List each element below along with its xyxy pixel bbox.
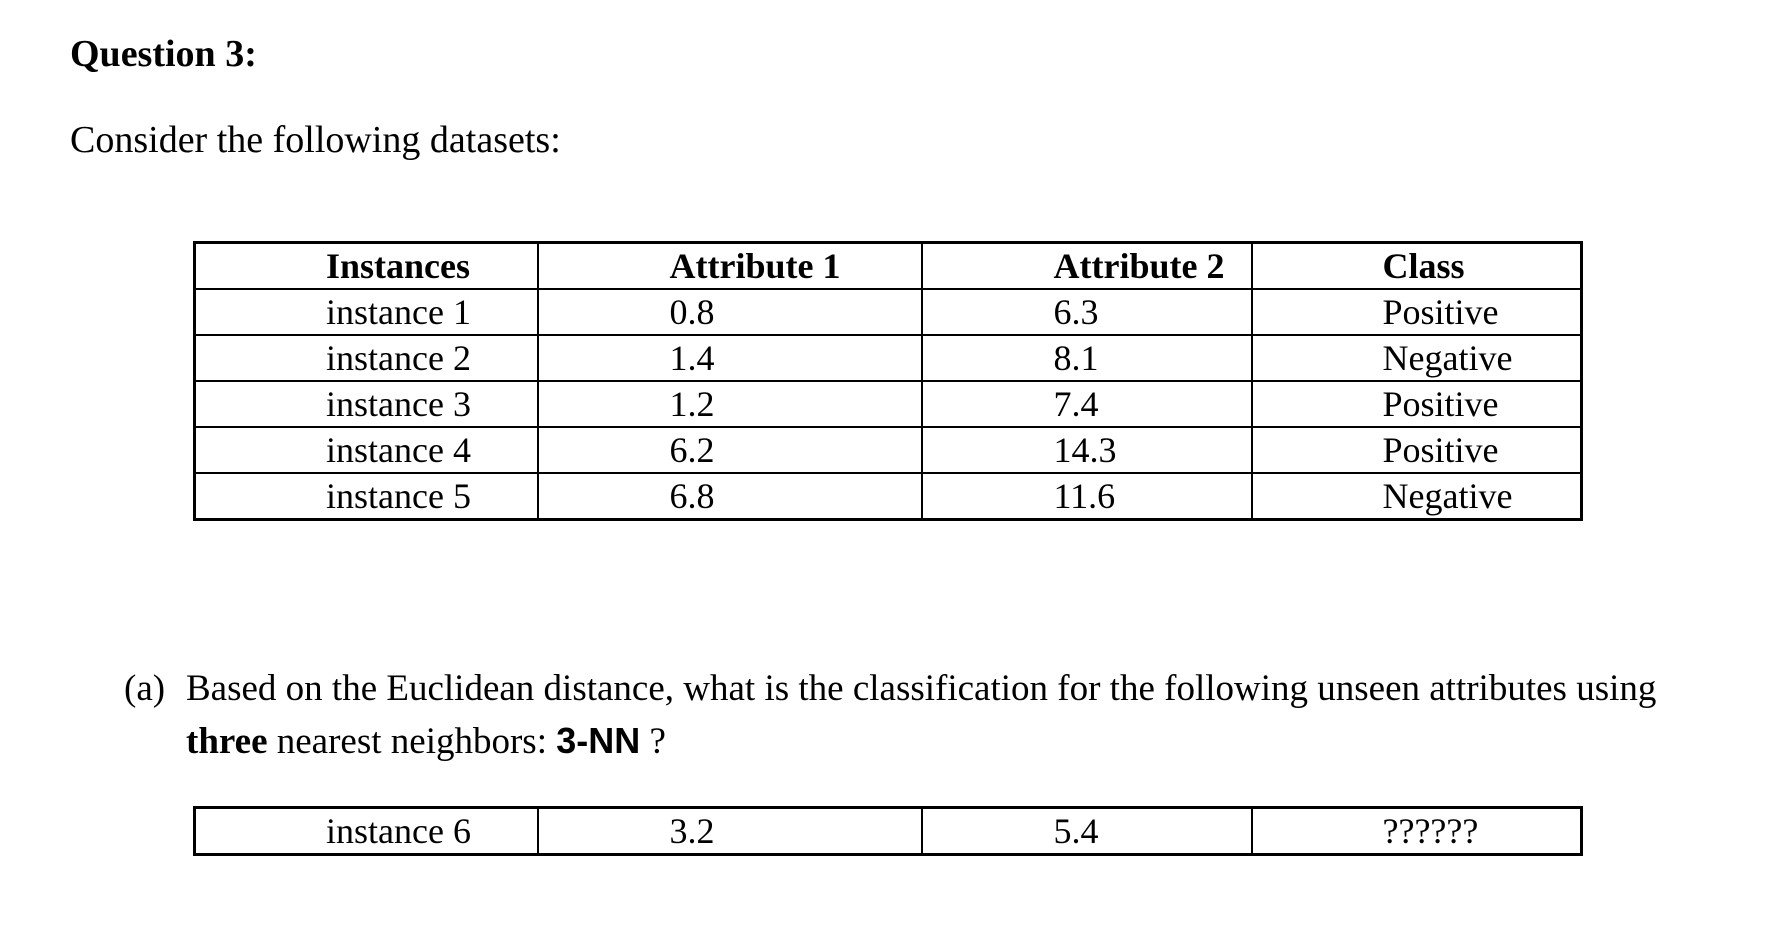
query-cell-class: ?????? [1252,808,1582,855]
header-attribute-1: Attribute 1 [538,243,922,290]
cell-attribute-1: 6.8 [538,473,922,520]
header-class: Class [1252,243,1582,290]
question-a-text-2: nearest neighbors: [267,721,557,762]
question-heading: Question 3: [70,33,257,75]
question-a-bold-term: 3-NN [556,720,641,761]
question-a-line-2 [124,715,1724,768]
question-a [124,663,1724,768]
query-row [195,808,1582,855]
cell-attribute-1: 1.4 [538,335,922,381]
cell-instance: instance 4 [195,427,538,473]
cell-attribute-2: 11.6 [922,473,1252,520]
query-cell-attribute-2: 5.4 [922,808,1252,855]
cell-instance: instance 2 [195,335,538,381]
query-table [193,806,1583,856]
cell-attribute-2: 8.1 [922,335,1252,381]
question-a-line-1 [124,663,1724,715]
table-row [195,427,1582,473]
dataset-table [193,241,1583,521]
question-a-text-3: ? [640,721,666,762]
cell-class: Positive [1252,381,1582,427]
table-row [195,289,1582,335]
header-instances: Instances [195,243,538,290]
question-a-text-1: Based on the Euclidean distance, what is the classification for the following unseen attributes using [186,668,1657,709]
cell-attribute-2: 6.3 [922,289,1252,335]
query-cell-instance: instance 6 [195,808,538,855]
table-row [195,381,1582,427]
table-header-row [195,243,1582,290]
cell-instance: instance 5 [195,473,538,520]
cell-attribute-2: 7.4 [922,381,1252,427]
cell-class: Positive [1252,289,1582,335]
question-a-bold-word: three [186,721,268,762]
cell-class: Negative [1252,335,1582,381]
cell-attribute-1: 1.2 [538,381,922,427]
intro-text: Consider the following datasets: [70,119,561,161]
cell-instance: instance 3 [195,381,538,427]
cell-instance: instance 1 [195,289,538,335]
cell-class: Positive [1252,427,1582,473]
cell-attribute-2: 14.3 [922,427,1252,473]
question-a-label: (a) [124,668,166,709]
cell-class: Negative [1252,473,1582,520]
table-row [195,473,1582,520]
cell-attribute-1: 0.8 [538,289,922,335]
query-cell-attribute-1: 3.2 [538,808,922,855]
header-attribute-2: Attribute 2 [922,243,1252,290]
table-row [195,335,1582,381]
cell-attribute-1: 6.2 [538,427,922,473]
